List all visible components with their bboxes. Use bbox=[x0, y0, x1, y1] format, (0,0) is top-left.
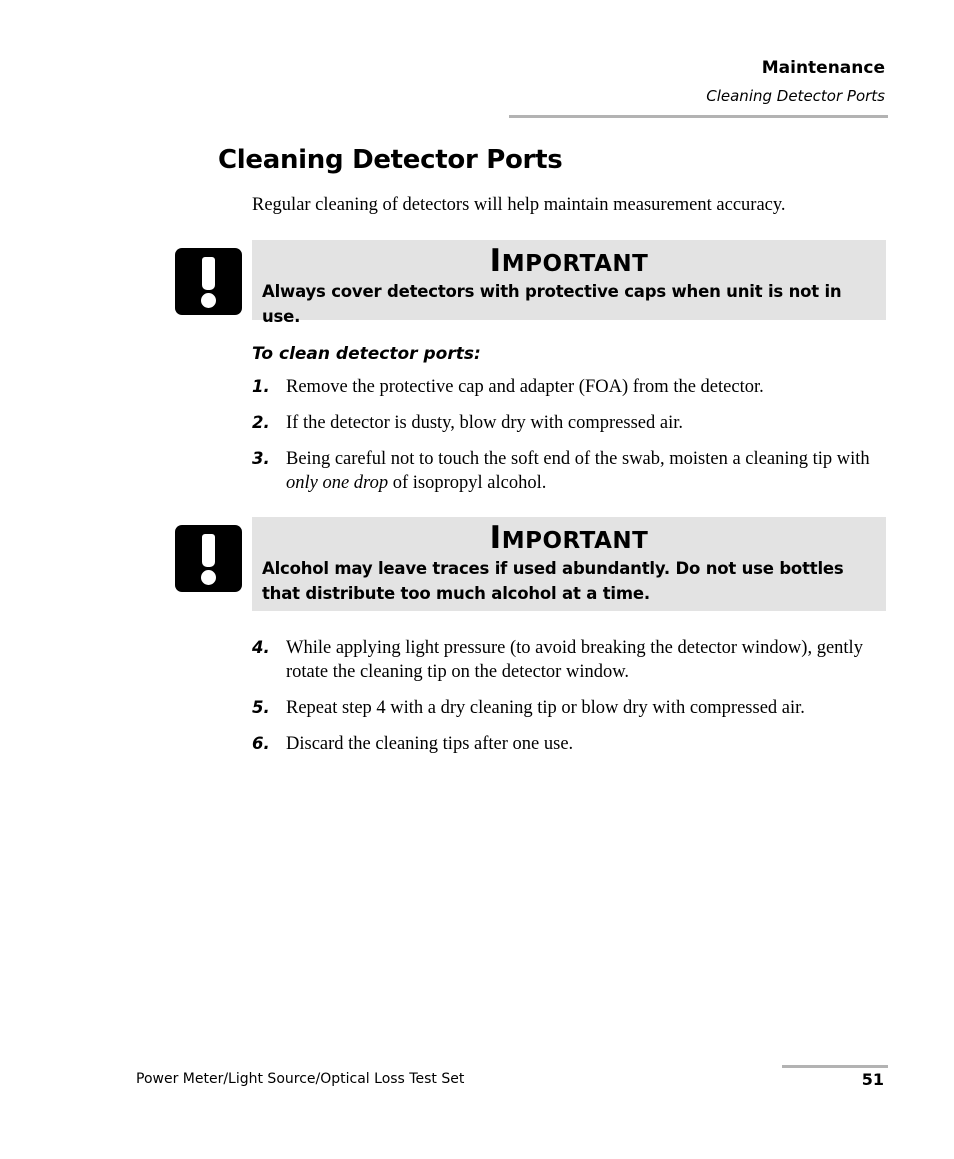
intro-paragraph: Regular cleaning of detectors will help maintain measurement accuracy. bbox=[252, 195, 786, 215]
procedure-step bbox=[252, 375, 888, 399]
procedure-step bbox=[252, 636, 888, 684]
step-number: 2. bbox=[252, 413, 270, 432]
procedure-step bbox=[252, 447, 888, 495]
step-text: Remove the protective cap and adapter (FOA) from the detector. bbox=[286, 377, 764, 397]
callout-title: IMPORTANT bbox=[489, 520, 649, 556]
footer-divider bbox=[782, 1065, 888, 1068]
procedure-step bbox=[252, 732, 888, 756]
procedure-heading: To clean detector ports: bbox=[252, 344, 481, 364]
step-text: Repeat step 4 with a dry cleaning tip or blow dry with compressed air. bbox=[286, 698, 805, 718]
important-callout bbox=[252, 517, 886, 611]
header-divider bbox=[509, 115, 888, 118]
step-number: 1. bbox=[252, 377, 270, 396]
page-title: Cleaning Detector Ports bbox=[218, 145, 563, 175]
step-number: 6. bbox=[252, 734, 270, 753]
procedure-step bbox=[252, 696, 888, 720]
callout-text: Always cover detectors with protective caps when unit is not in use. bbox=[262, 282, 842, 326]
running-header-section: Cleaning Detector Ports bbox=[706, 87, 885, 105]
step-text: While applying light pressure (to avoid breaking the detector window), gently rotate the cleaning tip on the detector window. bbox=[286, 638, 863, 682]
running-header-chapter: Maintenance bbox=[761, 58, 885, 78]
emphasis: only one drop bbox=[286, 473, 389, 493]
procedure-step bbox=[252, 411, 888, 435]
callout-title: IMPORTANT bbox=[489, 243, 649, 279]
step-number: 4. bbox=[252, 638, 270, 657]
exclamation-icon bbox=[175, 525, 242, 592]
page-number: 51 bbox=[861, 1070, 884, 1089]
step-text: Discard the cleaning tips after one use. bbox=[286, 734, 574, 754]
exclamation-icon bbox=[175, 248, 242, 315]
important-callout bbox=[252, 240, 886, 326]
step-number: 5. bbox=[252, 698, 270, 717]
step-text: If the detector is dusty, blow dry with compressed air. bbox=[286, 413, 683, 433]
footer-title: Power Meter/Light Source/Optical Loss Test Set bbox=[136, 1071, 465, 1087]
step-text: Being careful not to touch the soft end of the swab, moisten a cleaning tip with only one drop of isopropyl alcohol. bbox=[286, 449, 870, 493]
callout-text: Alcohol may leave traces if used abundantly. Do not use bottles that distribute too much alcohol at a time. bbox=[262, 559, 844, 603]
step-number: 3. bbox=[252, 449, 270, 468]
